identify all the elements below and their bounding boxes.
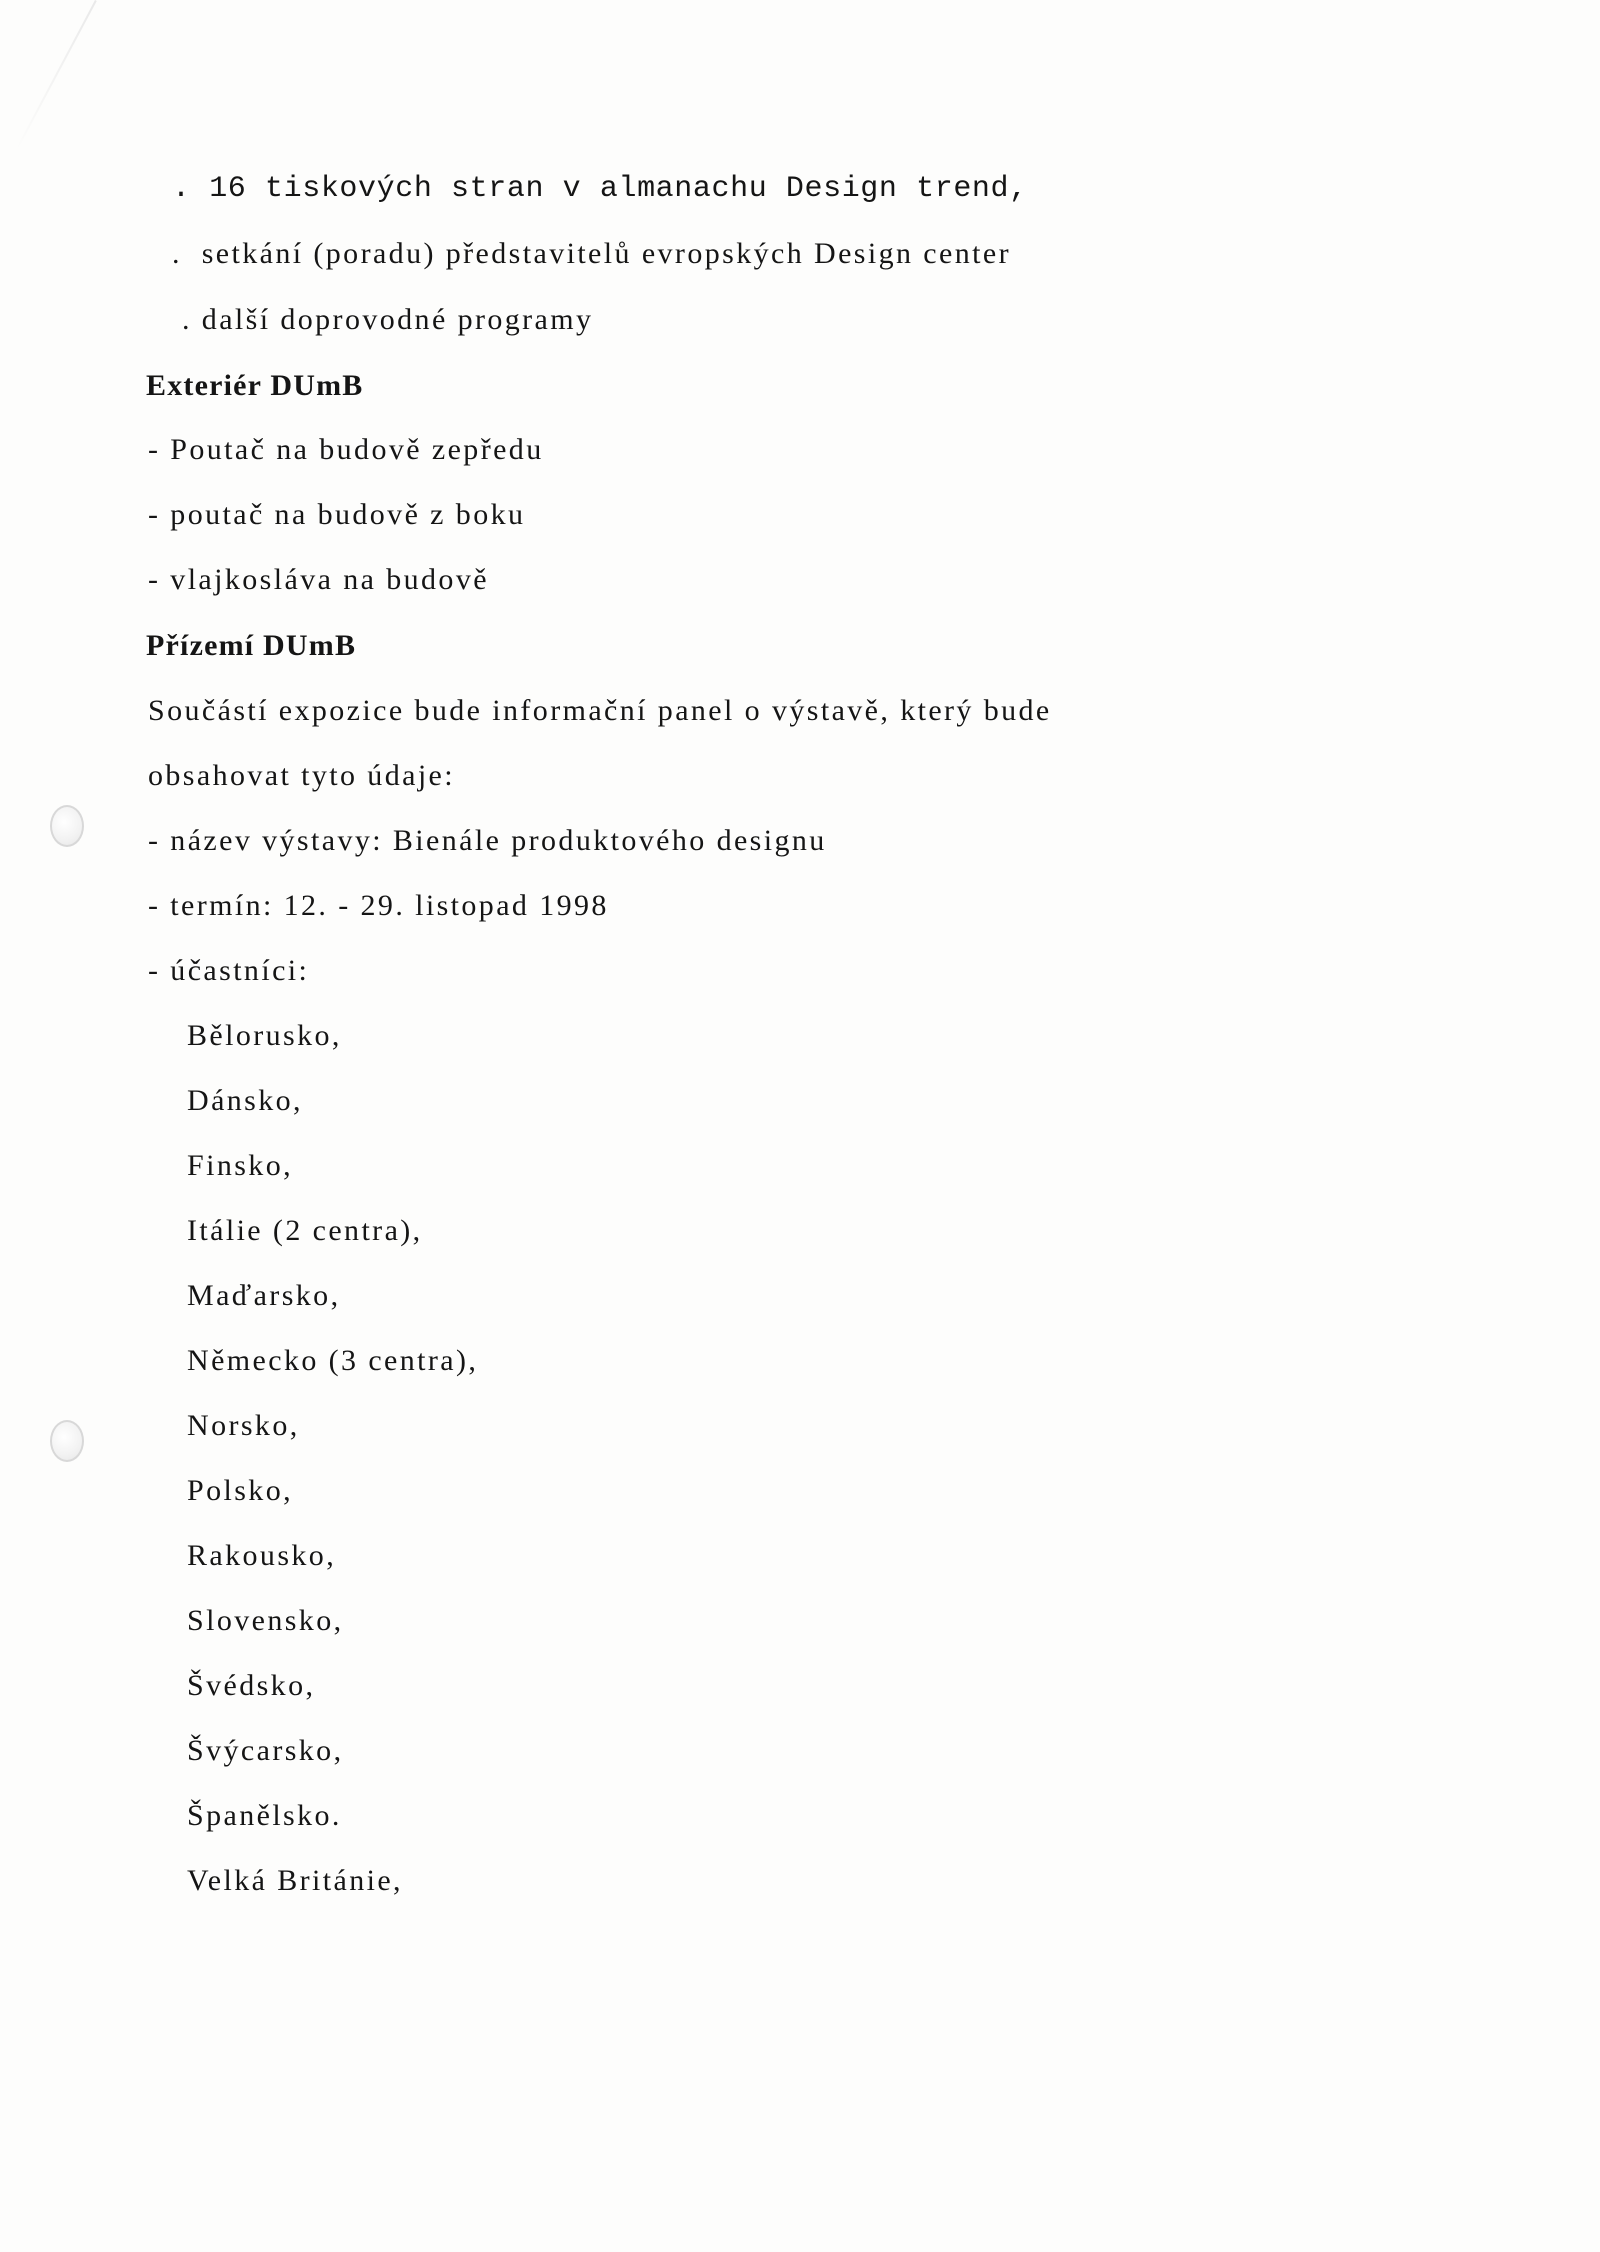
info-exhibition-name: - název výstavy: Bienále produktového designu bbox=[148, 824, 827, 857]
bullet-line-programs: . další doprovodné programy bbox=[182, 303, 594, 336]
participant-item: Maďarsko, bbox=[187, 1279, 341, 1312]
punch-hole-upper bbox=[50, 805, 84, 847]
participant-item: Velká Británie, bbox=[187, 1864, 403, 1897]
participant-item: Švédsko, bbox=[187, 1669, 316, 1702]
participant-item: Bělorusko, bbox=[187, 1019, 342, 1052]
participant-item: Norsko, bbox=[187, 1409, 300, 1442]
participant-item: Polsko, bbox=[187, 1474, 293, 1507]
participant-item: Španělsko. bbox=[187, 1799, 342, 1832]
paragraph-line-1: Součástí expozice bude informační panel o výstavě, který bude bbox=[148, 694, 1052, 727]
exterior-item-front: - Poutač na budově zepředu bbox=[148, 433, 544, 466]
exterior-item-flags: - vlajkosláva na budově bbox=[148, 563, 489, 596]
info-participants-label: - účastníci: bbox=[148, 954, 310, 987]
participant-item: Rakousko, bbox=[187, 1539, 337, 1572]
exterior-item-side: - poutač na budově z boku bbox=[148, 498, 526, 531]
participant-item: Itálie (2 centra), bbox=[187, 1214, 423, 1247]
participant-item: Německo (3 centra), bbox=[187, 1344, 479, 1377]
bullet-line-almanac: . 16 tiskových stran v almanachu Design trend, bbox=[172, 172, 1028, 206]
participant-item: Finsko, bbox=[187, 1149, 293, 1182]
participant-item: Slovensko, bbox=[187, 1604, 344, 1637]
participant-item: Švýcarsko, bbox=[187, 1734, 344, 1767]
participant-item: Dánsko, bbox=[187, 1084, 303, 1117]
heading-exterior: Exteriér DUmB bbox=[146, 369, 364, 402]
bullet-line-meeting: . setkání (poradu) představitelů evropských Design center bbox=[172, 237, 1011, 270]
info-date: - termín: 12. - 29. listopad 1998 bbox=[148, 889, 609, 922]
paragraph-line-2: obsahovat tyto údaje: bbox=[148, 759, 456, 792]
punch-hole-lower bbox=[50, 1420, 84, 1462]
heading-ground-floor: Přízemí DUmB bbox=[146, 629, 357, 662]
paper-scratch-mark bbox=[15, 0, 97, 151]
